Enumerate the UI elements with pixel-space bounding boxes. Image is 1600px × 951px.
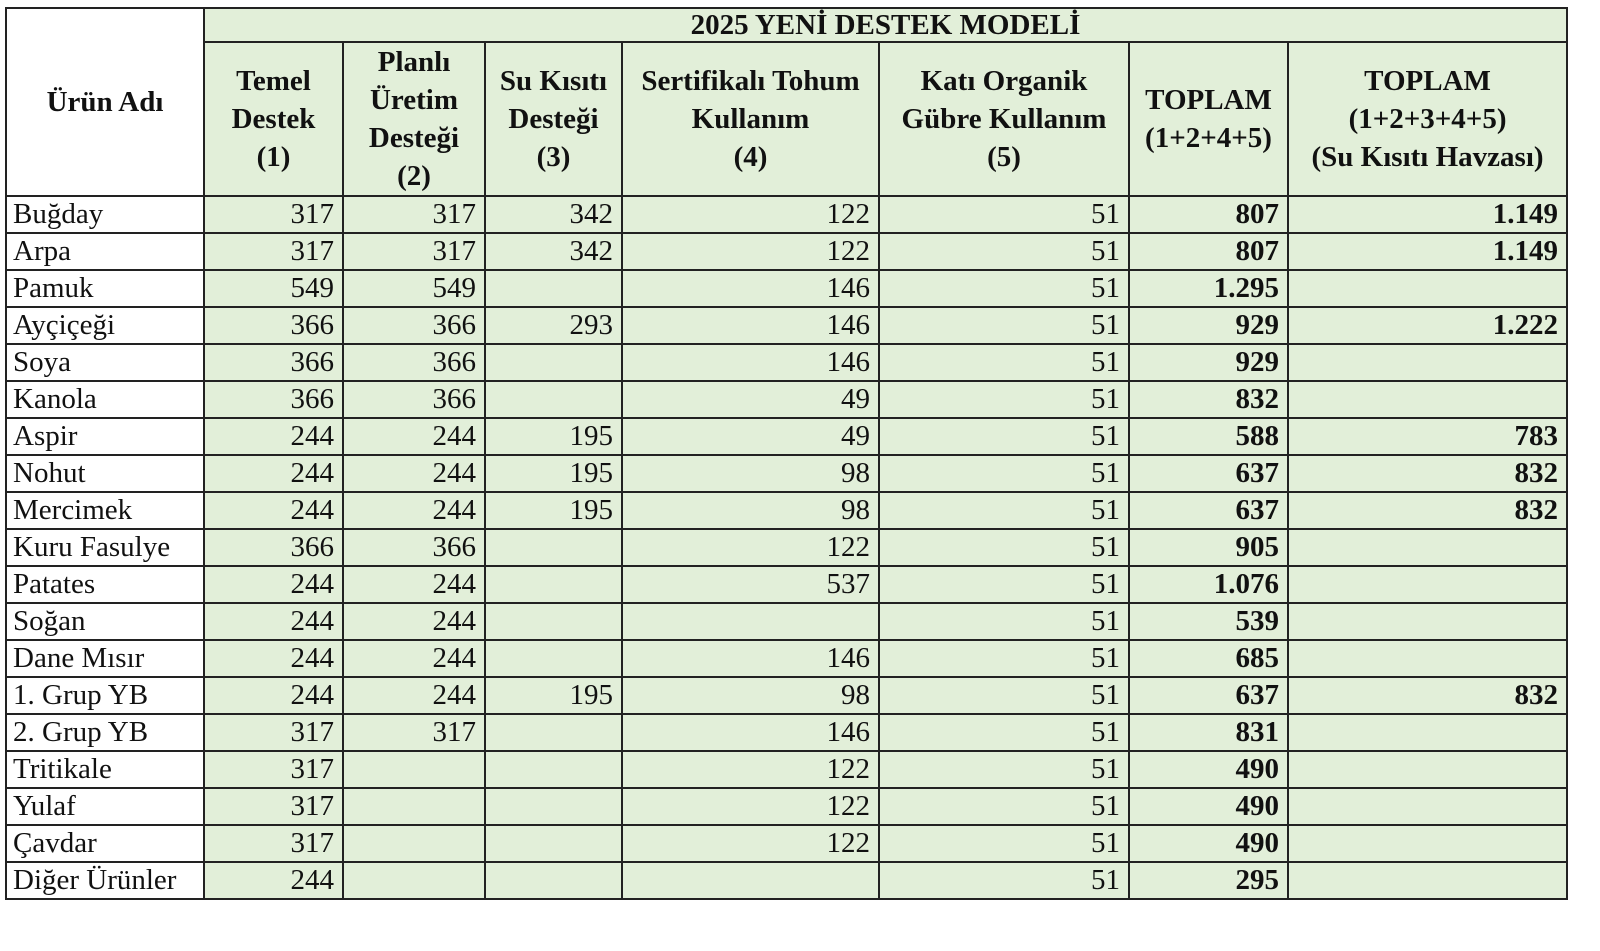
- table-row: [6, 714, 1567, 751]
- cell-sertifikali-tohum: 537: [622, 566, 879, 603]
- column-header-line: TOPLAM: [1364, 65, 1491, 97]
- cell-kati-organik-gubre: 51: [879, 418, 1129, 455]
- product-name-cell: Aspir: [6, 418, 204, 455]
- cell-temel-destek: 317: [204, 788, 343, 825]
- table-row: [6, 270, 1567, 307]
- cell-sertifikali-tohum: 98: [622, 492, 879, 529]
- cell-toplam-su-kisiti-havzasi: [1288, 344, 1567, 381]
- cell-toplam-su-kisiti-havzasi: 1.149: [1288, 233, 1567, 270]
- cell-kati-organik-gubre: 51: [879, 566, 1129, 603]
- product-name-cell: Mercimek: [6, 492, 204, 529]
- cell-su-kisiti-destegi: 195: [485, 418, 622, 455]
- table-row: [6, 492, 1567, 529]
- cell-sertifikali-tohum: 122: [622, 529, 879, 566]
- cell-toplam-1245: 807: [1129, 233, 1288, 270]
- column-header-su-kisiti-destegi: [485, 42, 622, 196]
- cell-temel-destek: 317: [204, 233, 343, 270]
- cell-temel-destek: 366: [204, 381, 343, 418]
- cell-toplam-1245: 295: [1129, 862, 1288, 899]
- table-row: [6, 603, 1567, 640]
- cell-toplam-su-kisiti-havzasi: 832: [1288, 455, 1567, 492]
- cell-toplam-su-kisiti-havzasi: 1.149: [1288, 196, 1567, 233]
- cell-planli-uretim-destegi: 366: [343, 307, 485, 344]
- cell-planli-uretim-destegi: [343, 788, 485, 825]
- cell-toplam-su-kisiti-havzasi: [1288, 529, 1567, 566]
- cell-toplam-su-kisiti-havzasi: [1288, 825, 1567, 862]
- cell-planli-uretim-destegi: 244: [343, 455, 485, 492]
- cell-sertifikali-tohum: [622, 603, 879, 640]
- cell-su-kisiti-destegi: 195: [485, 677, 622, 714]
- table-row: [6, 751, 1567, 788]
- product-name-cell: Soya: [6, 344, 204, 381]
- cell-sertifikali-tohum: 122: [622, 233, 879, 270]
- cell-toplam-su-kisiti-havzasi: 832: [1288, 677, 1567, 714]
- cell-su-kisiti-destegi: [485, 566, 622, 603]
- product-name-cell: Diğer Ürünler: [6, 862, 204, 899]
- cell-kati-organik-gubre: 51: [879, 640, 1129, 677]
- column-header-planli-uretim-destegi: [343, 42, 485, 196]
- column-header-sertifikali-tohum: [622, 42, 879, 196]
- table-row: [6, 862, 1567, 899]
- cell-temel-destek: 244: [204, 492, 343, 529]
- table-row: [6, 677, 1567, 714]
- cell-planli-uretim-destegi: 549: [343, 270, 485, 307]
- cell-kati-organik-gubre: 51: [879, 381, 1129, 418]
- product-name-header: Ürün Adı: [6, 8, 204, 196]
- cell-kati-organik-gubre: 51: [879, 344, 1129, 381]
- cell-su-kisiti-destegi: 195: [485, 492, 622, 529]
- cell-kati-organik-gubre: 51: [879, 862, 1129, 899]
- cell-toplam-su-kisiti-havzasi: [1288, 788, 1567, 825]
- column-header-toplam-su-kisiti-havzasi: [1288, 42, 1567, 196]
- cell-temel-destek: 244: [204, 603, 343, 640]
- column-header-line: (1): [256, 141, 291, 173]
- column-header-line: Katı Organik: [920, 65, 1088, 97]
- cell-planli-uretim-destegi: 366: [343, 344, 485, 381]
- table-row: [6, 640, 1567, 677]
- cell-temel-destek: 244: [204, 640, 343, 677]
- cell-su-kisiti-destegi: 342: [485, 196, 622, 233]
- cell-toplam-1245: 490: [1129, 751, 1288, 788]
- cell-su-kisiti-destegi: [485, 751, 622, 788]
- product-name-cell: Kuru Fasulye: [6, 529, 204, 566]
- cell-planli-uretim-destegi: 244: [343, 418, 485, 455]
- product-name-cell: Yulaf: [6, 788, 204, 825]
- cell-sertifikali-tohum: 98: [622, 455, 879, 492]
- cell-su-kisiti-destegi: [485, 640, 622, 677]
- cell-toplam-su-kisiti-havzasi: [1288, 862, 1567, 899]
- cell-sertifikali-tohum: 146: [622, 344, 879, 381]
- cell-temel-destek: 366: [204, 344, 343, 381]
- column-header-toplam-1245: [1129, 42, 1288, 196]
- cell-toplam-su-kisiti-havzasi: [1288, 751, 1567, 788]
- cell-toplam-su-kisiti-havzasi: [1288, 270, 1567, 307]
- cell-su-kisiti-destegi: [485, 862, 622, 899]
- table-row: [6, 825, 1567, 862]
- cell-sertifikali-tohum: 98: [622, 677, 879, 714]
- product-name-cell: Kanola: [6, 381, 204, 418]
- product-name-cell: Nohut: [6, 455, 204, 492]
- cell-planli-uretim-destegi: 244: [343, 566, 485, 603]
- column-header-line: (1+2+4+5): [1145, 122, 1272, 154]
- cell-toplam-su-kisiti-havzasi: 1.222: [1288, 307, 1567, 344]
- cell-toplam-1245: 831: [1129, 714, 1288, 751]
- product-name-cell: Arpa: [6, 233, 204, 270]
- cell-planli-uretim-destegi: [343, 862, 485, 899]
- product-name-cell: Pamuk: [6, 270, 204, 307]
- table-row: [6, 344, 1567, 381]
- cell-kati-organik-gubre: 51: [879, 270, 1129, 307]
- cell-planli-uretim-destegi: 317: [343, 714, 485, 751]
- cell-toplam-su-kisiti-havzasi: 783: [1288, 418, 1567, 455]
- cell-temel-destek: 366: [204, 307, 343, 344]
- column-header-line: Su Kısıtı: [499, 65, 608, 97]
- cell-sertifikali-tohum: [622, 862, 879, 899]
- cell-toplam-su-kisiti-havzasi: [1288, 714, 1567, 751]
- product-name-cell: Patates: [6, 566, 204, 603]
- cell-temel-destek: 549: [204, 270, 343, 307]
- column-header-line: Desteği: [508, 103, 599, 135]
- cell-toplam-su-kisiti-havzasi: [1288, 566, 1567, 603]
- cell-temel-destek: 317: [204, 714, 343, 751]
- cell-temel-destek: 317: [204, 825, 343, 862]
- cell-su-kisiti-destegi: 195: [485, 455, 622, 492]
- cell-sertifikali-tohum: 122: [622, 788, 879, 825]
- product-name-cell: Tritikale: [6, 751, 204, 788]
- column-header-line: (5): [987, 141, 1021, 173]
- product-name-cell: Soğan: [6, 603, 204, 640]
- cell-planli-uretim-destegi: 317: [343, 196, 485, 233]
- cell-temel-destek: 244: [204, 418, 343, 455]
- cell-toplam-1245: 637: [1129, 677, 1288, 714]
- cell-toplam-1245: 588: [1129, 418, 1288, 455]
- cell-toplam-1245: 637: [1129, 492, 1288, 529]
- table-row: [6, 566, 1567, 603]
- cell-temel-destek: 244: [204, 566, 343, 603]
- cell-toplam-su-kisiti-havzasi: 832: [1288, 492, 1567, 529]
- column-header-line: TOPLAM: [1145, 84, 1272, 116]
- cell-planli-uretim-destegi: 317: [343, 233, 485, 270]
- cell-su-kisiti-destegi: [485, 788, 622, 825]
- cell-toplam-1245: 539: [1129, 603, 1288, 640]
- cell-sertifikali-tohum: 146: [622, 307, 879, 344]
- column-header-temel-destek: [204, 42, 343, 196]
- cell-su-kisiti-destegi: [485, 270, 622, 307]
- cell-sertifikali-tohum: 146: [622, 640, 879, 677]
- cell-su-kisiti-destegi: [485, 603, 622, 640]
- product-name-cell: 1. Grup YB: [6, 677, 204, 714]
- cell-su-kisiti-destegi: [485, 381, 622, 418]
- table-row: [6, 233, 1567, 270]
- table-row: [6, 196, 1567, 233]
- cell-planli-uretim-destegi: [343, 825, 485, 862]
- cell-kati-organik-gubre: 51: [879, 233, 1129, 270]
- cell-kati-organik-gubre: 51: [879, 825, 1129, 862]
- support-table: [5, 7, 1568, 900]
- cell-temel-destek: 244: [204, 677, 343, 714]
- product-name-cell: 2. Grup YB: [6, 714, 204, 751]
- table-row: [6, 381, 1567, 418]
- product-name-cell: Buğday: [6, 196, 204, 233]
- cell-toplam-1245: 637: [1129, 455, 1288, 492]
- cell-temel-destek: 244: [204, 862, 343, 899]
- column-header-line: Destek: [231, 103, 316, 135]
- table-row: [6, 418, 1567, 455]
- column-header-line: Sertifikalı Tohum: [641, 65, 860, 97]
- cell-kati-organik-gubre: 51: [879, 714, 1129, 751]
- product-name-cell: Dane Mısır: [6, 640, 204, 677]
- cell-kati-organik-gubre: 51: [879, 492, 1129, 529]
- cell-sertifikali-tohum: 122: [622, 751, 879, 788]
- column-header-line: Temel: [236, 65, 311, 97]
- column-header-line: Planlı: [377, 46, 451, 78]
- cell-su-kisiti-destegi: [485, 825, 622, 862]
- cell-su-kisiti-destegi: 342: [485, 233, 622, 270]
- cell-toplam-1245: 929: [1129, 344, 1288, 381]
- cell-toplam-su-kisiti-havzasi: [1288, 640, 1567, 677]
- column-header-line: (4): [733, 141, 768, 173]
- cell-planli-uretim-destegi: 244: [343, 603, 485, 640]
- cell-toplam-su-kisiti-havzasi: [1288, 603, 1567, 640]
- cell-sertifikali-tohum: 122: [622, 196, 879, 233]
- product-name-cell: Ayçiçeği: [6, 307, 204, 344]
- cell-planli-uretim-destegi: [343, 751, 485, 788]
- column-header-line: (Su Kısıtı Havzası): [1311, 141, 1544, 173]
- cell-su-kisiti-destegi: [485, 529, 622, 566]
- cell-temel-destek: 366: [204, 529, 343, 566]
- cell-sertifikali-tohum: 49: [622, 418, 879, 455]
- column-header-line: Gübre Kullanım: [901, 103, 1107, 135]
- cell-kati-organik-gubre: 51: [879, 307, 1129, 344]
- cell-kati-organik-gubre: 51: [879, 677, 1129, 714]
- column-header-line: (3): [536, 141, 571, 173]
- table-row: [6, 529, 1567, 566]
- cell-su-kisiti-destegi: [485, 714, 622, 751]
- column-header-line: Kullanım: [691, 103, 810, 135]
- cell-toplam-su-kisiti-havzasi: [1288, 381, 1567, 418]
- product-name-cell: Çavdar: [6, 825, 204, 862]
- cell-sertifikali-tohum: 122: [622, 825, 879, 862]
- column-header-line: Üretim: [369, 84, 459, 116]
- cell-su-kisiti-destegi: [485, 344, 622, 381]
- cell-kati-organik-gubre: 51: [879, 603, 1129, 640]
- cell-planli-uretim-destegi: 366: [343, 381, 485, 418]
- table-row: [6, 455, 1567, 492]
- cell-kati-organik-gubre: 51: [879, 196, 1129, 233]
- table-title: 2025 YENİ DESTEK MODELİ: [204, 8, 1567, 42]
- cell-toplam-1245: 832: [1129, 381, 1288, 418]
- column-header-line: (1+2+3+4+5): [1348, 103, 1507, 135]
- cell-toplam-1245: 929: [1129, 307, 1288, 344]
- cell-planli-uretim-destegi: 244: [343, 492, 485, 529]
- cell-toplam-1245: 1.076: [1129, 566, 1288, 603]
- cell-planli-uretim-destegi: 366: [343, 529, 485, 566]
- cell-sertifikali-tohum: 146: [622, 714, 879, 751]
- cell-kati-organik-gubre: 51: [879, 455, 1129, 492]
- cell-temel-destek: 244: [204, 455, 343, 492]
- cell-toplam-1245: 905: [1129, 529, 1288, 566]
- table-row: [6, 788, 1567, 825]
- cell-toplam-1245: 685: [1129, 640, 1288, 677]
- cell-toplam-1245: 490: [1129, 788, 1288, 825]
- cell-sertifikali-tohum: 49: [622, 381, 879, 418]
- cell-sertifikali-tohum: 146: [622, 270, 879, 307]
- table-row: [6, 307, 1567, 344]
- cell-kati-organik-gubre: 51: [879, 529, 1129, 566]
- cell-kati-organik-gubre: 51: [879, 788, 1129, 825]
- column-header-line: (2): [397, 160, 431, 192]
- cell-toplam-1245: 807: [1129, 196, 1288, 233]
- cell-kati-organik-gubre: 51: [879, 751, 1129, 788]
- cell-toplam-1245: 1.295: [1129, 270, 1288, 307]
- column-header-kati-organik-gubre: [879, 42, 1129, 196]
- cell-su-kisiti-destegi: 293: [485, 307, 622, 344]
- cell-temel-destek: 317: [204, 196, 343, 233]
- cell-temel-destek: 317: [204, 751, 343, 788]
- column-header-line: Desteği: [368, 122, 460, 154]
- cell-toplam-1245: 490: [1129, 825, 1288, 862]
- cell-planli-uretim-destegi: 244: [343, 640, 485, 677]
- cell-planli-uretim-destegi: 244: [343, 677, 485, 714]
